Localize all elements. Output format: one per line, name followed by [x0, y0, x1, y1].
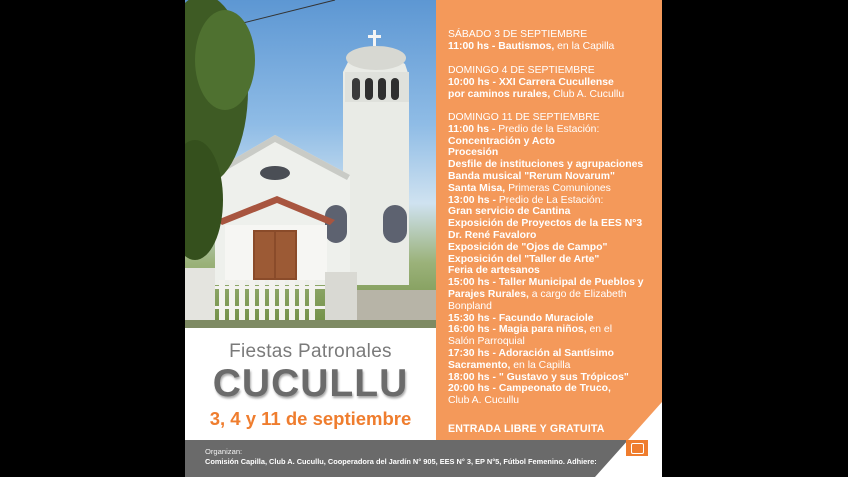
sunday4-block: DOMINGO 4 DE SEPTIEMBRE 10:00 hs - XXI Carrera Cucullense por caminos rurales, Club A. Cucullu: [448, 65, 658, 100]
event: Campeonato de Truco,: [498, 383, 611, 395]
time: 15:30 hs: [448, 312, 490, 324]
sunday11-block: DOMINGO 11 DE SEPTIEMBRE 11:00 hs - Predio de la Estación: Concentración y Acto Procesión Desfile de instituciones y agrupaciones Banda musical "Rerum Novarum" Santa Misa, Primeras Comuniones 13:00 hs - Predio de La Estación: Gran servicio de Cantina Exposición de Proyectos de la EES N°3 Dr. René Favaloro Exposición de "Ojos de Campo" Exposición del "Taller de Arte" Feria de artesanos 15:00 hs - Taller Municipal de Pueblos y Parajes Rurales, a cargo de Elizabeth Bonpland 15:30 hs - Facundo Muraciole 16:00 hs - Magia para niños, en el Salón Parroquial 17:30 hs - Adoración al Santísimo Sacramento, en la Capilla 18:00 hs - " Gustavo y sus Trópicos" 20:00 hs - Campeonato de Truco, Club A. Cucullu: [448, 112, 658, 407]
event: Adoración al Santísimo: [498, 347, 614, 359]
church-photo: [185, 0, 436, 328]
list-item: Feria de artesanos: [448, 265, 540, 277]
list-item: Gran servicio de Cantina: [448, 206, 571, 218]
free-entry-label: ENTRADA LIBRE Y GRATUITA: [448, 423, 605, 435]
organizers-list: Comisión Capilla, Club A. Cucullu, Cooperadora del Jardín N° 905, EES N° 3, EP N°5, Fútbol Femenino. Adhiere:: [205, 457, 597, 466]
tv-icon: [626, 437, 648, 465]
event: Taller Municipal de Pueblos y: [498, 277, 644, 289]
note: a cargo de Elizabeth: [531, 288, 627, 300]
event-dates: 3, 4 y 11 de septiembre: [209, 408, 412, 429]
place: Predio de La Estación:: [498, 194, 604, 206]
note: Bonpland: [448, 300, 492, 312]
event: XXI Carrera Cucullense: [498, 76, 614, 88]
list-item: Exposición del "Taller de Arte": [448, 253, 600, 265]
list-item: Concentración y Acto: [448, 135, 556, 147]
time: 18:00 hs: [448, 371, 490, 383]
list-item: Dr. René Favaloro: [448, 229, 537, 241]
time: 11:00 hs: [448, 123, 490, 135]
list-item: Desfile de instituciones y agrupaciones: [448, 159, 644, 171]
sunday4-heading: DOMINGO 4 DE SEPTIEMBRE: [448, 65, 595, 76]
time: 15:00 hs: [448, 277, 490, 289]
time: 20:00 hs: [448, 383, 490, 395]
schedule-panel: [436, 0, 662, 440]
church-illustration: [185, 0, 436, 328]
list-item: Exposición de "Ojos de Campo": [448, 241, 608, 253]
place: Club A. Cucullu: [553, 88, 625, 100]
note: Primeras Comuniones: [508, 182, 611, 194]
event: Santa Misa,: [448, 182, 506, 194]
note: Salón Parroquial: [448, 336, 525, 348]
time: 13:00 hs: [448, 194, 490, 206]
town-title: CUCULLU: [212, 362, 409, 405]
place: Predio de la Estación:: [498, 123, 600, 135]
event: Facundo Muraciole: [498, 312, 594, 324]
event: " Gustavo y sus Trópicos": [498, 371, 629, 383]
time: 17:30 hs: [448, 347, 490, 359]
note: en el: [589, 324, 613, 336]
event: Sacramento,: [448, 359, 511, 371]
list-item: Exposición de Proyectos de la EES N°3: [448, 218, 643, 230]
footer: [185, 440, 662, 477]
time: 11:00 hs: [448, 40, 490, 52]
poster: [185, 0, 662, 477]
note: en la Capilla: [513, 359, 571, 371]
event: Magia para niños,: [498, 324, 587, 336]
event: por caminos rurales,: [448, 88, 551, 100]
event: Parajes Rurales,: [448, 288, 529, 300]
note: Club A. Cucullu: [448, 395, 520, 407]
list-item: Banda musical "Rerum Novarum": [448, 170, 615, 182]
sunday11-heading: DOMINGO 11 DE SEPTIEMBRE: [448, 112, 600, 123]
organizers-label: Organizan:: [205, 447, 243, 456]
list-item: Procesión: [448, 147, 499, 159]
place: en la Capilla: [557, 40, 615, 52]
saturday-block: SÁBADO 3 DE SEPTIEMBRE 11:00 hs - Bautismos, en la Capilla: [448, 29, 658, 53]
time: 16:00 hs: [448, 324, 490, 336]
event-subtitle: Fiestas Patronales: [229, 341, 392, 362]
time: 10:00 hs: [448, 76, 490, 88]
event: Bautismos,: [498, 40, 555, 52]
title-box: [185, 328, 436, 440]
saturday-heading: SÁBADO 3 DE SEPTIEMBRE: [448, 29, 588, 40]
